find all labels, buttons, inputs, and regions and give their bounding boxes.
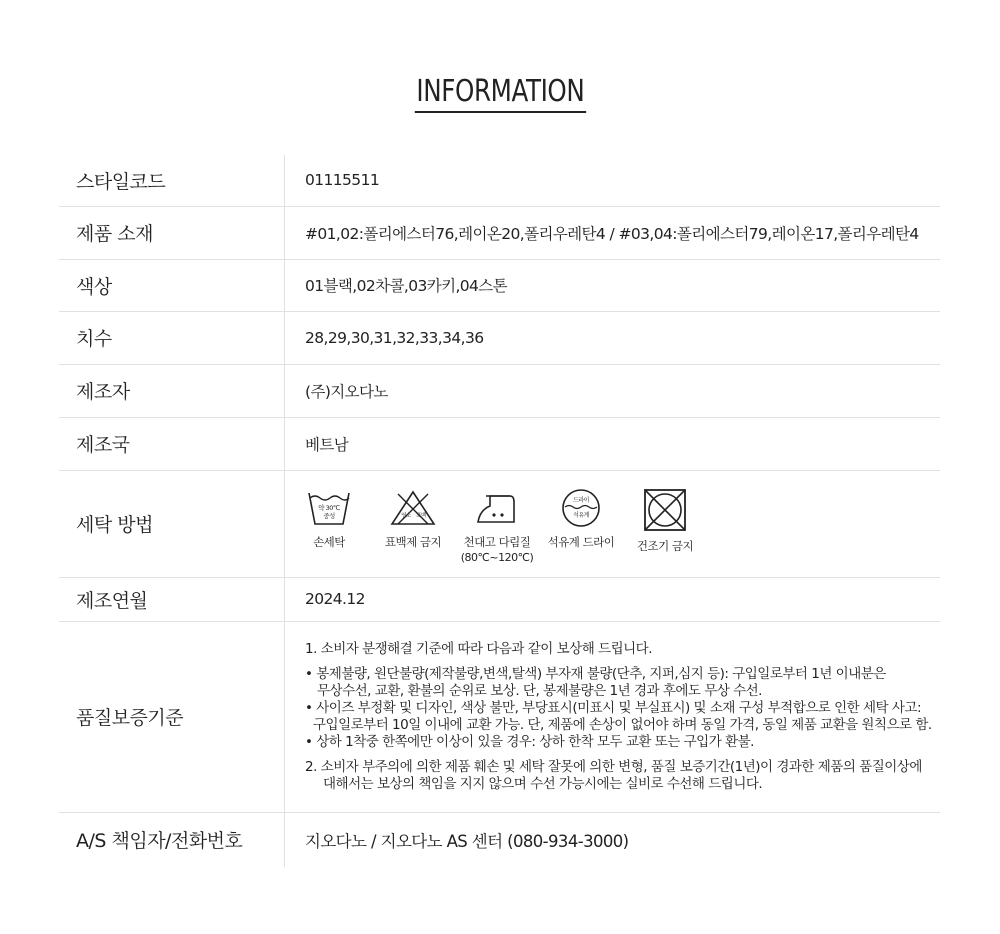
dry-clean-icon [556,488,606,528]
hand-wash-detergent: 중성 [323,511,335,520]
label-color: 색상 [59,259,285,311]
care-hand-wash [291,488,367,550]
value-style-code: 01115511 [285,155,941,206]
care-caption: 천대고 다림질 [463,534,531,549]
quality-item-2-cont: 대해서는 보상의 책임을 지지 않으며 수선 가능시에는 실비로 수선해 드립니다. [323,775,763,792]
no-bleach-icon [388,488,438,528]
no-tumble-dry-icon [640,488,690,532]
row-color [59,259,940,311]
no-bleach-word-2: 표백 [416,512,426,519]
row-manufacturer [59,364,940,417]
care-no-bleach [375,488,451,550]
row-origin [59,417,940,470]
quality-bullet-2-cont: 구입일로부터 10일 이내에 교환 가능. 단, 제품에 손상이 없어야 하며 동일 가격, 동일 제품 교환을 원칙으로 함. [313,716,932,733]
label-washing: 세탁 방법 [59,470,285,577]
no-bleach-word-1: 염소 [401,512,411,519]
value-manufacturer: (주)지오다노 [285,364,941,417]
care-icons [305,484,940,564]
label-size: 치수 [59,311,285,364]
row-manufacture-date [59,577,940,621]
value-size: 28,29,30,31,32,33,34,36 [285,311,941,364]
quality-bullet-2: • 사이즈 부정확 및 디자인, 색상 불만, 부당표시(미표시 및 부실표시) 및 소재 구성 부적합으로 인한 세탁 사고: [305,699,922,716]
quality-bullet-1-cont: 무상수선, 교환, 환불의 순위로 보상. 단, 봉제불량은 1년 경과 후에도 무상 수선. [317,682,762,699]
quality-text [305,641,940,793]
row-after-service [59,812,940,867]
label-origin: 제조국 [59,417,285,470]
row-quality [59,621,940,812]
dry-clean-word-1: 드라이 [573,496,589,504]
value-quality [285,621,941,812]
value-origin: 베트남 [285,417,941,470]
hand-wash-icon [306,488,352,528]
care-caption: 표백제 금지 [384,534,442,549]
row-size [59,311,940,364]
row-washing [59,470,940,577]
label-manufacturer: 제조자 [59,364,285,417]
quality-item-2: 2. 소비자 부주의에 의한 제품 훼손 및 세탁 잘못에 의한 변형, 품질 보증기간(1년)이 경과한 제품의 품질이상에 [305,758,922,775]
value-after-service: 지오다노 / 지오다노 AS 센터 (080-934-3000) [305,831,629,851]
care-no-tumble-dry [627,488,703,554]
row-style-code [59,155,940,206]
care-iron [459,488,535,564]
care-caption: 석유계 드라이 [547,534,615,549]
care-caption: 손세탁 [313,534,345,549]
quality-item-1: 1. 소비자 분쟁해결 기준에 따라 다음과 같이 보상해 드립니다. [305,640,652,657]
care-subcaption: (80℃~120℃) [460,550,534,564]
dry-clean-word-2: 석유계 [573,511,589,519]
page-title [0,74,1000,113]
label-style-code: 스타일코드 [59,155,285,206]
care-caption: 건조기 금지 [636,538,694,553]
information-table [59,155,940,867]
row-material [59,206,940,259]
hand-wash-temp: 약 30℃ [318,503,340,512]
iron-icon [472,488,522,528]
value-material: #01,02:폴리에스터76,레이온20,폴리우레탄4 / #03,04:폴리에스터79,레이온17,폴리우레탄4 [285,206,941,259]
label-after-service: A/S 책임자/전화번호 [59,812,285,867]
quality-bullet-1: • 봉제불량, 원단불량(제작불량,변색,탈색) 부자재 불량(단추, 지퍼,심지 등): 구입일로부터 1년 이내분은 [305,665,886,682]
value-color: 01블랙,02차콜,03카키,04스톤 [285,259,941,311]
page-title-text: INFORMATION [414,74,585,113]
value-washing [285,470,941,577]
label-material: 제품 소재 [59,206,285,259]
quality-bullet-3: • 상하 1착중 한쪽에만 이상이 있을 경우: 상하 한착 모두 교환 또는 구입가 환불. [305,733,754,750]
value-manufacture-date: 2024.12 [285,577,941,621]
label-quality: 품질보증기준 [59,621,285,812]
care-dry-clean [543,488,619,550]
label-manufacture-date: 제조연월 [59,577,285,621]
